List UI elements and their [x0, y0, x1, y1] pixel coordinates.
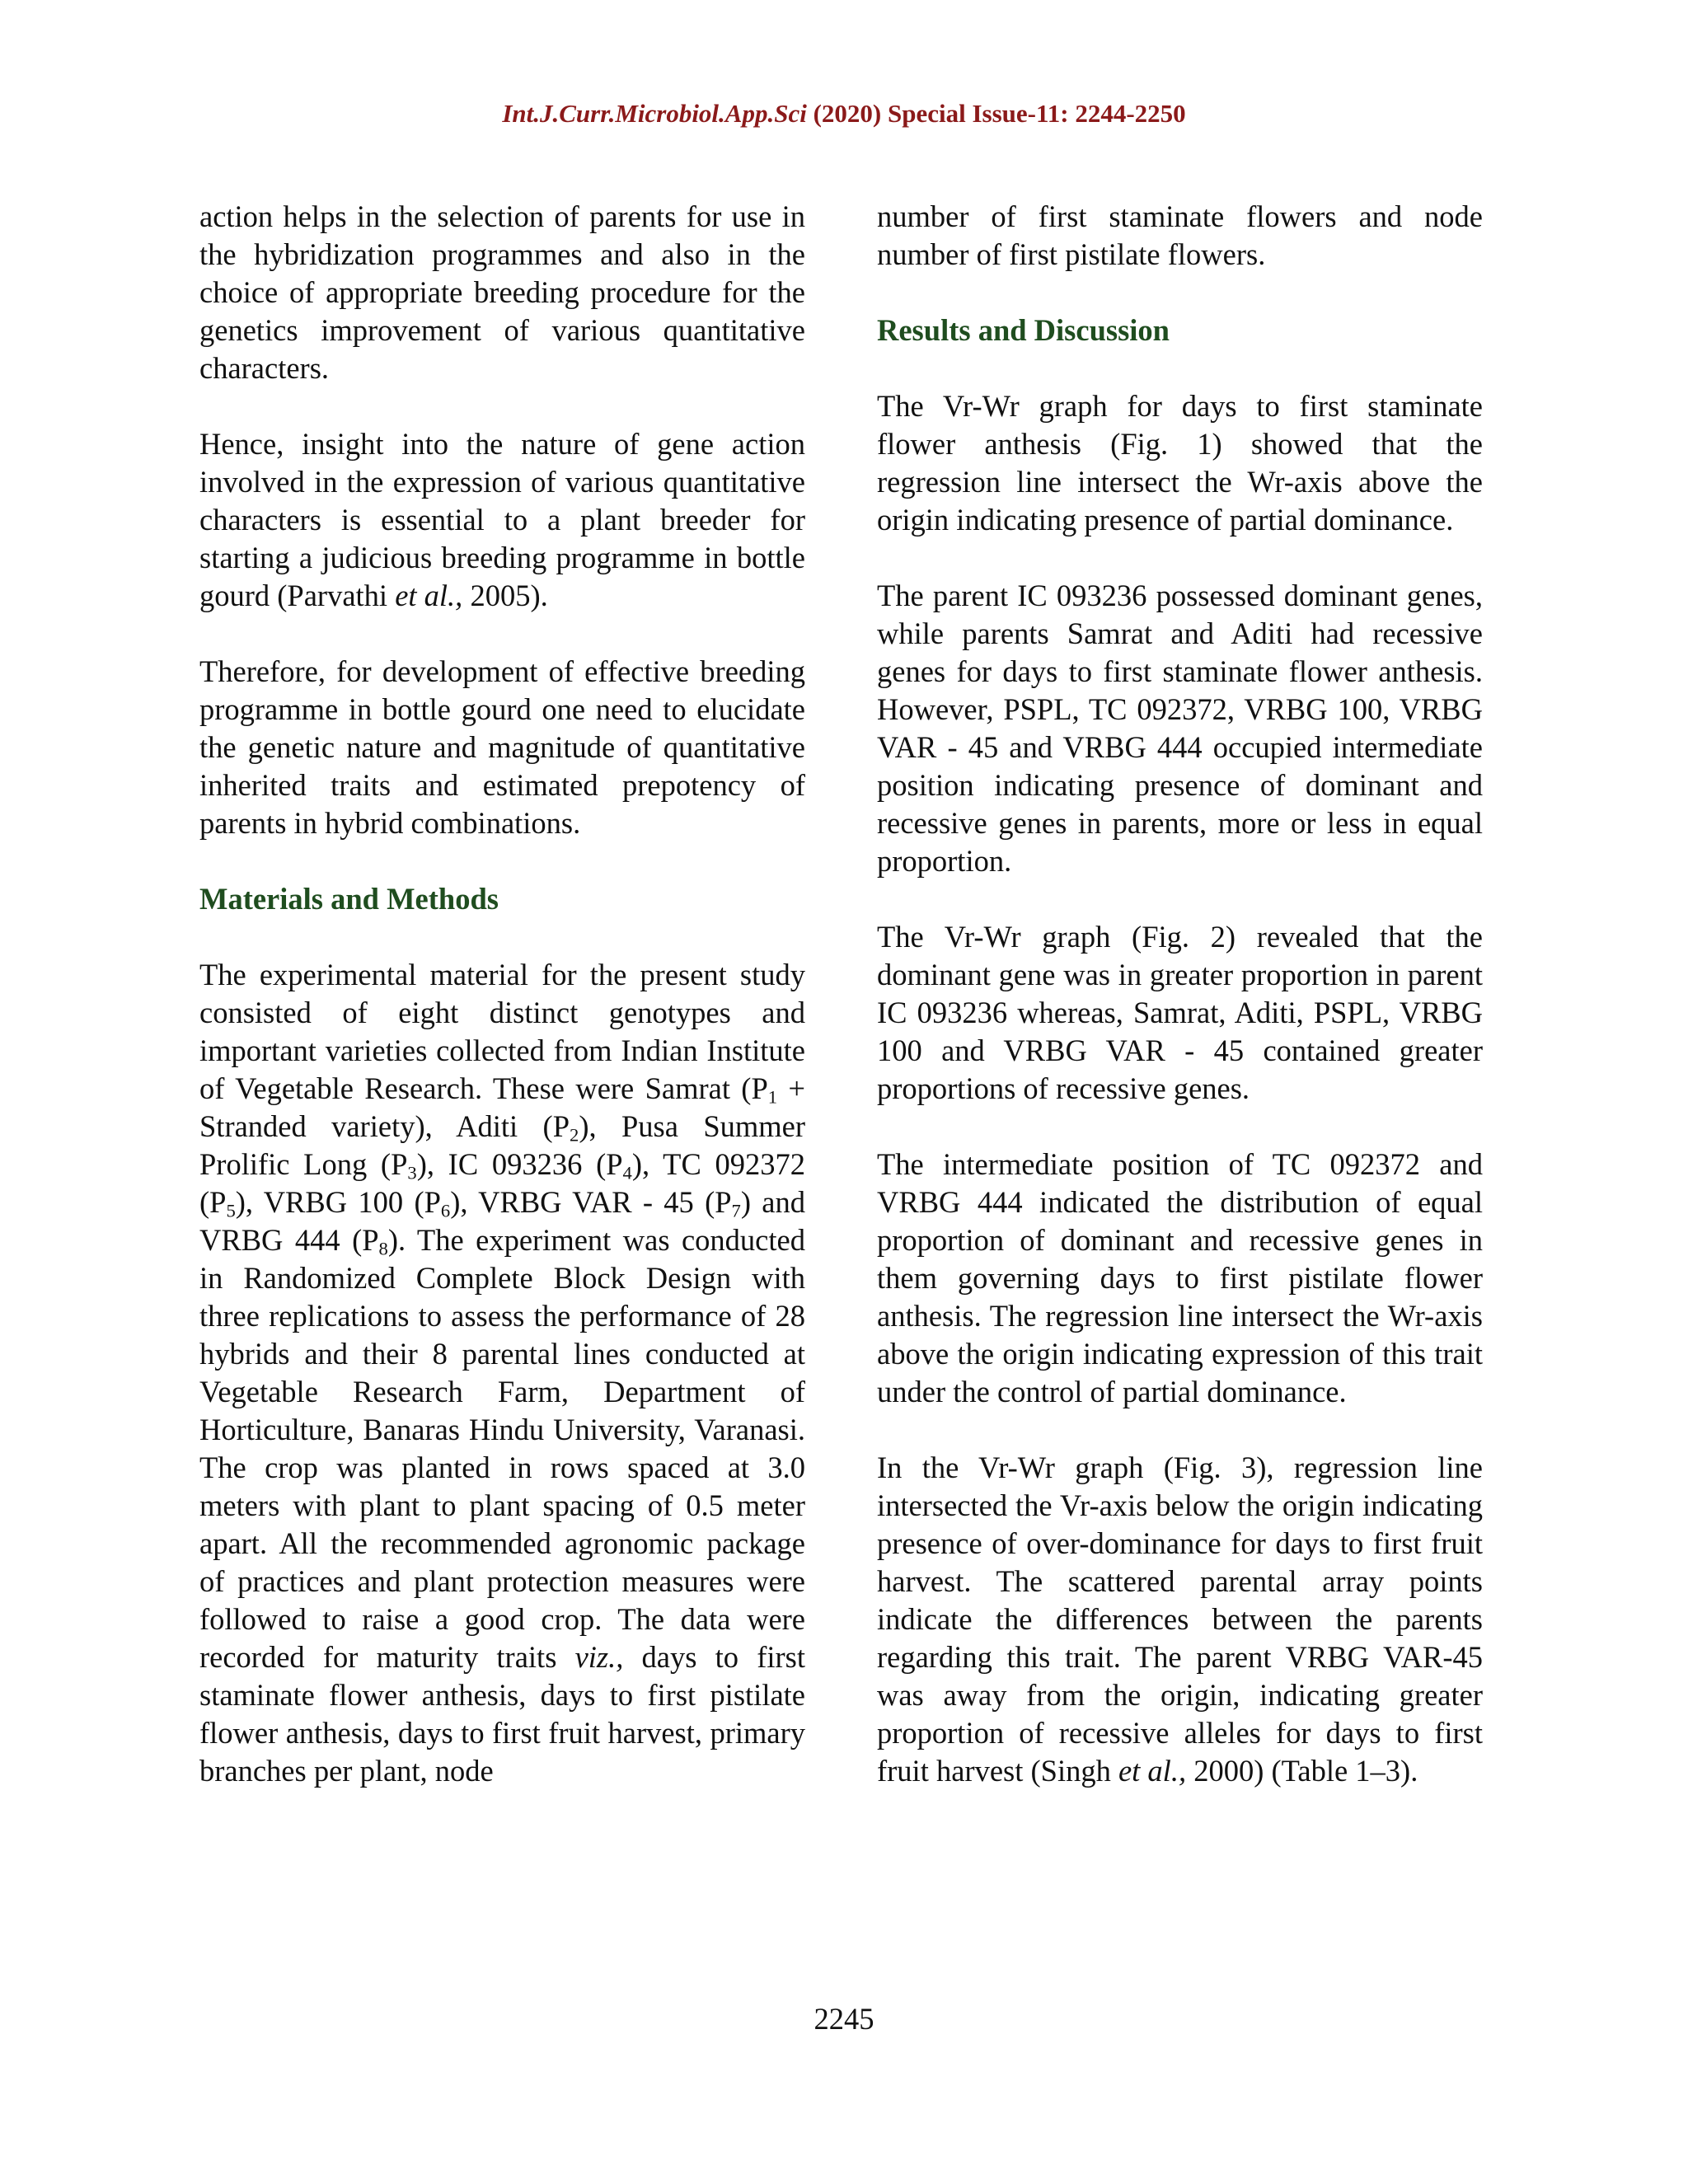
- paragraph-fig1: The Vr-Wr graph for days to first staminate flower anthesis (Fig. 1) showed that the regression line intersect the Wr-axis above the origin indicating presence of partial dominance.: [877, 389, 1483, 537]
- section-heading-materials-methods: Materials and Methods: [199, 882, 499, 916]
- journal-issue: (2020) Special Issue-11: 2244-2250: [813, 99, 1186, 128]
- right-column: [877, 198, 1483, 1828]
- journal-name: Int.J.Curr.Microbiol.App.Sci: [502, 99, 807, 128]
- running-header: [0, 99, 1688, 129]
- paragraph-traits-continued: number of first staminate flowers and node number of first pistilate flowers.: [877, 199, 1483, 271]
- page-number: 2245: [814, 2002, 874, 2036]
- paragraph-therefore: Therefore, for development of effective breeding programme in bottle gourd one need to elucidate the genetic nature and magnitude of quantitative inherited traits and estimated prepotency of parents in hybrid combinations.: [199, 654, 805, 840]
- paragraph-intro-continued: action helps in the selection of parents for use in the hybridization programmes and also in the choice of appropriate breeding procedure for the genetics improvement of various quantitative characters.: [199, 199, 805, 385]
- paragraph-intermediate: The intermediate position of TC 092372 and VRBG 444 indicated the distribution of equal proportion of dominant and recessive genes in them governing days to first pistilate flower anthesis. The regression line intersect the Wr-axis above the origin indicating expression of this trait under the control of partial dominance.: [877, 1147, 1483, 1408]
- paragraph-fig2: The Vr-Wr graph (Fig. 2) revealed that the dominant gene was in greater proportion in parent IC 093236 whereas, Samrat, Aditi, PSPL, VRBG 100 and VRBG VAR - 45 contained greater proportions of recessive genes.: [877, 920, 1483, 1105]
- left-column: [199, 198, 805, 1828]
- paragraph-fig3: In the Vr-Wr graph (Fig. 3), regression line intersected the Vr-axis below the origin indicating presence of over-dominance for days to first fruit harvest. The scattered parental array points indicate the differences between the parents regarding this trait. The parent VRBG VAR-45 was away from the origin, indicating greater proportion of recessive alleles for days to first fruit harvest (Singh et al., 2000) (Table 1–3).: [877, 1451, 1483, 1788]
- paragraph-parents-staminate: The parent IC 093236 possessed dominant genes, while parents Samrat and Aditi had recessive genes for days to first staminate flower anthesis. However, PSPL, TC 092372, VRBG 100, VRBG VAR - 45 and VRBG 444 occupied intermediate position indicating presence of dominant and recessive genes in parents, more or less in equal proportion.: [877, 579, 1483, 878]
- paragraph-materials: The experimental material for the present study consisted of eight distinct genotypes and important varieties collected from Indian Institute of Vegetable Research. These were Samrat ($P_1$ + Stranded variety), Aditi $(P_2)$, Pusa Summer Prolific Long $(P_3)$, IC 093236 $(P_4)$, TC 092372 $(P_5)$, VRBG 100 $(P_6)$, VRBG VAR - 45 $(P_7)$ and VRBG 444 $(P_8)$. The experiment was conducted in Randomized Complete Block Design with three replications to assess the performance of 28 hybrids and their 8 parental lines conducted at Vegetable Research Farm, Department of Horticulture, Banaras Hindu University, Varanasi. The crop was planted in rows spaced at 3.0 meters with plant to plant spacing of 0.5 meter apart. All the recommended agronomic package of practices and plant protection measures were followed to raise a good crop. The data were recorded for maturity traits viz., days to first staminate flower anthesis, days to first pistilate flower anthesis, days to first fruit harvest, primary branches per plant, node: [199, 958, 806, 1788]
- paragraph-gene-action: Hence, insight into the nature of gene action involved in the expression of various quantitative characters is essential to a plant breeder for starting a judicious breeding programme in bottle gourd (Parvathi et al., 2005).: [199, 427, 805, 612]
- section-heading-results-discussion: Results and Discussion: [877, 313, 1170, 347]
